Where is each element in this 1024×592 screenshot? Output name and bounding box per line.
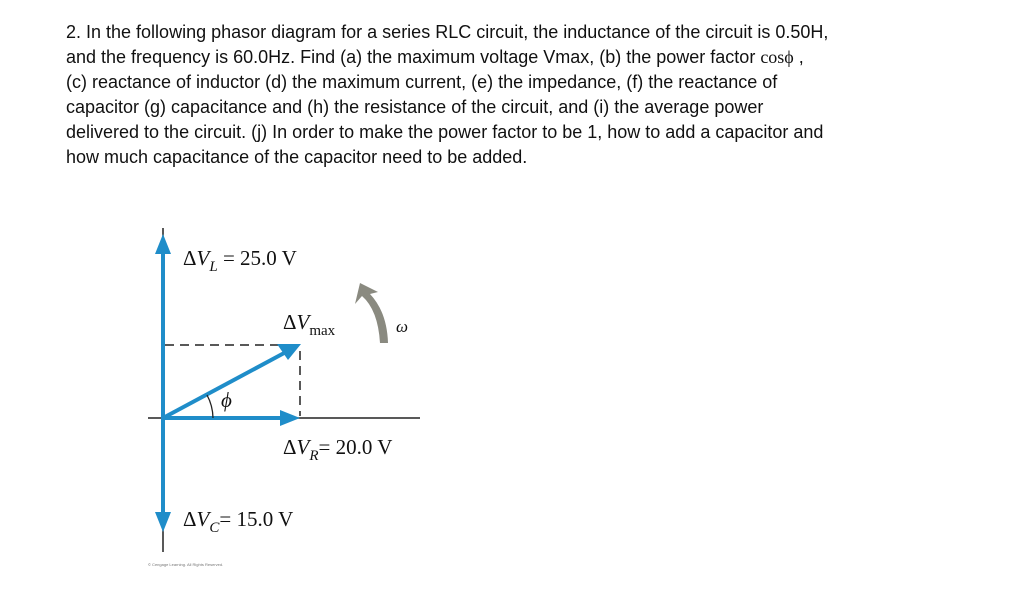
label-omega: ω — [396, 317, 409, 336]
label-vc: $\Delta V_C= 15.0$ V — [183, 507, 294, 536]
problem-line-4: capacitor (g) capacitance and (h) the resistance of the circuit, and (i) the average power — [66, 97, 764, 117]
label-vmax: $\Delta V_{max}$ — [283, 310, 336, 339]
label-vr: $\Delta V_R= 20.0$ V — [283, 435, 393, 464]
problem-line-2-text: and the frequency is 60.0Hz. Find (a) the maximum voltage Vmax, (b) the power factor — [66, 47, 761, 67]
copyright-note: © Cengage Learning. All Rights Reserved. — [148, 562, 224, 567]
problem-line-3: (c) reactance of inductor (d) the maximum current, (e) the impedance, (f) the reactance of — [66, 72, 778, 92]
phasor-vc-arrowhead — [155, 512, 171, 532]
cos-phi-symbol: cosϕ — [760, 47, 794, 67]
phase-angle-arc — [207, 395, 213, 418]
phasor-vr-arrowhead — [280, 410, 300, 426]
phasor-vmax-arrowhead — [277, 344, 301, 360]
problem-line-6: how much capacitance of the capacitor need to be added. — [66, 147, 528, 167]
problem-line-2-end: , — [793, 47, 804, 67]
label-vl: $\Delta V_L = 25.0$ V — [183, 246, 297, 275]
label-phi: ϕ — [221, 388, 232, 412]
problem-line-1: 2. In the following phasor diagram for a series RLC circuit, the inductance of the circuit is 0.50H, — [66, 22, 829, 42]
problem-line-5: delivered to the circuit. (j) In order to make the power factor to be 1, how to add a capacitor and — [66, 122, 824, 142]
rotation-arrow — [355, 283, 388, 343]
phasor-vl-arrowhead — [155, 234, 171, 254]
